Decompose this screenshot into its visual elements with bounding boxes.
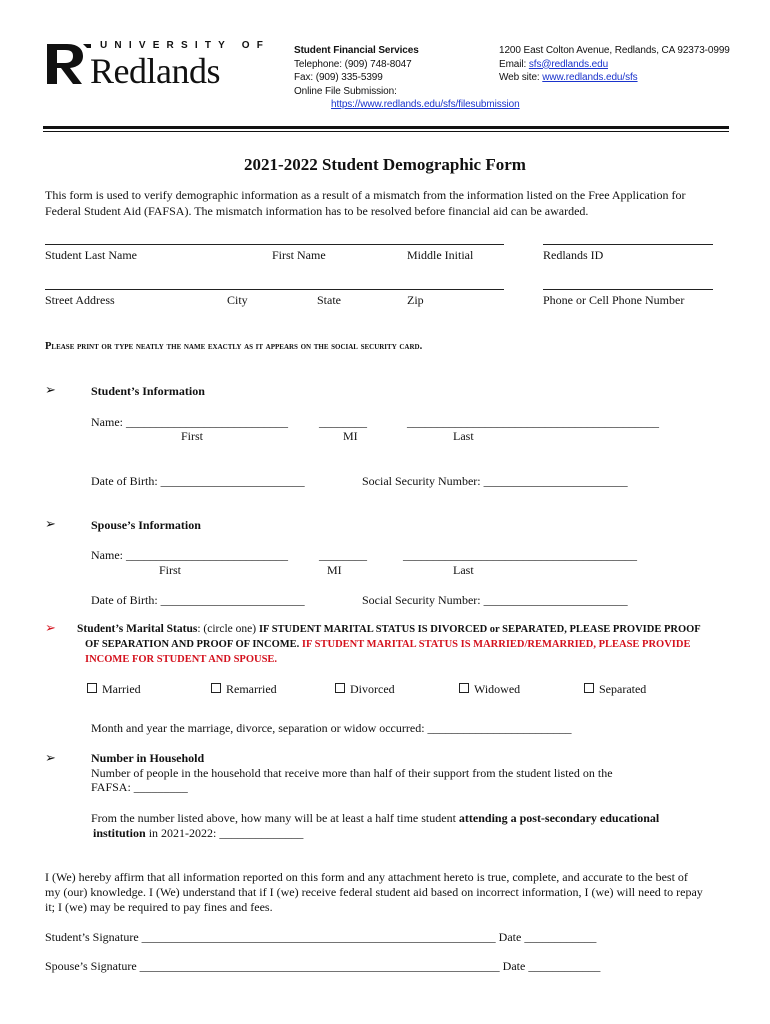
household-question-line-1 — [91, 811, 659, 826]
city-label: City — [227, 293, 248, 307]
household-question-text: From the number listed above, how many will be at least a half time student — [91, 811, 459, 825]
spouse-info-heading: Spouse’s Information — [91, 518, 201, 532]
marital-income-note: INCOME FOR STUDENT AND SPOUSE. — [85, 654, 278, 665]
institution-bold: institution — [93, 826, 146, 840]
address-input-line[interactable] — [45, 289, 504, 290]
student-ssn-field[interactable]: Social Security Number: ________________________ — [362, 474, 628, 488]
name-input-line[interactable] — [45, 244, 504, 245]
arrow-bullet-icon: ➢ — [45, 516, 56, 531]
household-heading: Number in Household — [91, 751, 205, 765]
checkbox-icon[interactable] — [584, 683, 594, 693]
checkbox-icon[interactable] — [211, 683, 221, 693]
marital-date-field[interactable]: Month and year the marriage, divorce, separation or widow occurred: ________________________ — [91, 721, 572, 735]
spouse-mi-field[interactable]: ________ — [319, 548, 367, 562]
address: 1200 East Colton Avenue, Redlands, CA 92373-0999 — [499, 45, 730, 56]
household-line-1: Number of people in the household that receive more than half of their support from the student listed on the — [91, 766, 613, 780]
students-count-blank: in 2021-2022: ______________ — [145, 826, 304, 840]
spouse-first-label: First — [159, 563, 182, 577]
print-notice: Please print or type neatly the name exactly as it appears on the social security card. — [45, 341, 423, 352]
spouse-mi-label: MI — [327, 563, 342, 577]
website-label: Web site: — [499, 72, 543, 83]
file-submission-link[interactable]: https://www.redlands.edu/sfs/filesubmission — [331, 99, 520, 110]
redlands-r-emblem — [45, 42, 93, 86]
option-widowed-label: Widowed — [474, 682, 521, 696]
student-last-field[interactable]: __________________________________________ — [407, 415, 659, 429]
office-name: Student Financial Services — [294, 45, 419, 56]
marital-divorced-note: IF STUDENT MARITAL STATUS IS DIVORCED or SEPARATED, PLEASE PROVIDE PROOF — [258, 624, 701, 635]
option-widowed[interactable] — [459, 682, 520, 697]
middle-initial-label: Middle Initial — [407, 248, 474, 262]
spouse-dob-field[interactable]: Date of Birth: ________________________ — [91, 593, 305, 607]
header-contact-right — [499, 44, 730, 85]
phone-label: Phone or Cell Phone Number — [543, 293, 685, 307]
phone-input-line[interactable] — [543, 289, 713, 290]
marital-circle-note: : (circle one) — [197, 623, 259, 635]
header-divider-thin — [43, 131, 729, 132]
student-mi-field[interactable]: ________ — [319, 415, 367, 429]
students-count-field[interactable] — [93, 826, 303, 841]
header-contact-left — [294, 44, 520, 112]
affirm-line-3: it; I (we) may be required to pay fines and fees. — [45, 900, 273, 914]
option-remarried[interactable] — [211, 682, 277, 697]
option-married[interactable] — [87, 682, 141, 697]
website-link[interactable]: www.redlands.edu/sfs — [542, 72, 638, 83]
zip-label: Zip — [407, 293, 424, 307]
spouse-last-field[interactable]: _______________________________________ — [403, 548, 637, 562]
intro-line-1: This form is used to verify demographic information as a result of a mismatch from the information listed on the Free Application for — [45, 188, 686, 202]
street-address-label: Street Address — [45, 293, 115, 307]
student-last-label: Last — [453, 429, 474, 443]
fax: Fax: (909) 335-5399 — [294, 72, 383, 83]
student-signature-field[interactable]: Student’s Signature ___________________________________________________________ Date ____________ — [45, 930, 597, 944]
header-divider — [43, 126, 729, 129]
intro-line-2: Federal Student Aid (FAFSA). The mismatch information has to be resolved before financial aid can be awarded. — [45, 204, 589, 218]
first-name-label: First Name — [272, 248, 326, 262]
marital-proof-note: OF SEPARATION AND PROOF OF INCOME. — [85, 639, 302, 650]
email-label: Email: — [499, 58, 529, 70]
checkbox-icon[interactable] — [459, 683, 469, 693]
household-question-bold: attending a post-secondary educational — [458, 811, 660, 825]
redlands-id-label: Redlands ID — [543, 248, 604, 262]
arrow-bullet-icon: ➢ — [45, 750, 56, 765]
option-divorced[interactable] — [335, 682, 395, 697]
spouse-name-field[interactable]: Name: ___________________________ — [91, 548, 288, 562]
redlands-id-input-line[interactable] — [543, 244, 713, 245]
email-link[interactable]: sfs@redlands.edu — [528, 58, 609, 70]
telephone: Telephone: (909) 748-8047 — [294, 58, 412, 70]
student-info-heading: Student’s Information — [91, 384, 205, 398]
option-remarried-label: Remarried — [226, 682, 277, 696]
checkbox-icon[interactable] — [335, 683, 345, 693]
spouse-ssn-field[interactable]: Social Security Number: ________________________ — [362, 593, 628, 607]
student-dob-field[interactable]: Date of Birth: ________________________ — [91, 474, 305, 488]
option-separated[interactable] — [584, 682, 646, 697]
student-name-field[interactable]: Name: ___________________________ — [91, 415, 288, 429]
spouse-last-label: Last — [453, 563, 474, 577]
logo-university-of: UNIVERSITY OF — [100, 40, 271, 51]
arrow-bullet-icon: ➢ — [45, 620, 56, 635]
option-married-label: Married — [102, 682, 141, 696]
arrow-bullet-icon: ➢ — [45, 382, 56, 397]
student-first-label: First — [181, 429, 204, 443]
online-submission-label: Online File Submission: — [294, 85, 397, 97]
option-divorced-label: Divorced — [350, 682, 395, 696]
state-label: State — [317, 293, 341, 307]
affirm-line-2: my (our) knowledge. I (We) understand that if I (we) receive federal student aid based on incorrect information, I (we) will need to repay — [45, 885, 703, 899]
option-separated-label: Separated — [599, 682, 647, 696]
student-mi-label: MI — [343, 429, 358, 443]
marital-status-heading: Student’s Marital Status — [77, 623, 198, 635]
spouse-signature-field[interactable]: Spouse’s Signature ____________________________________________________________ Date ____________ — [45, 959, 601, 973]
affirm-line-1: I (We) hereby affirm that all information reported on this form and any attachment hereto is true, complete, and accurate to the best of — [45, 870, 688, 884]
marital-married-note: IF STUDENT MARITAL STATUS IS MARRIED/REMARRIED, PLEASE PROVIDE — [301, 639, 691, 650]
logo-redlands: Redlands — [90, 51, 220, 91]
checkbox-icon[interactable] — [87, 683, 97, 693]
household-count-field[interactable]: FAFSA: _________ — [91, 780, 188, 794]
form-title: 2021-2022 Student Demographic Form — [244, 155, 526, 174]
student-last-name-label: Student Last Name — [45, 248, 137, 262]
marital-status-block — [77, 622, 701, 667]
